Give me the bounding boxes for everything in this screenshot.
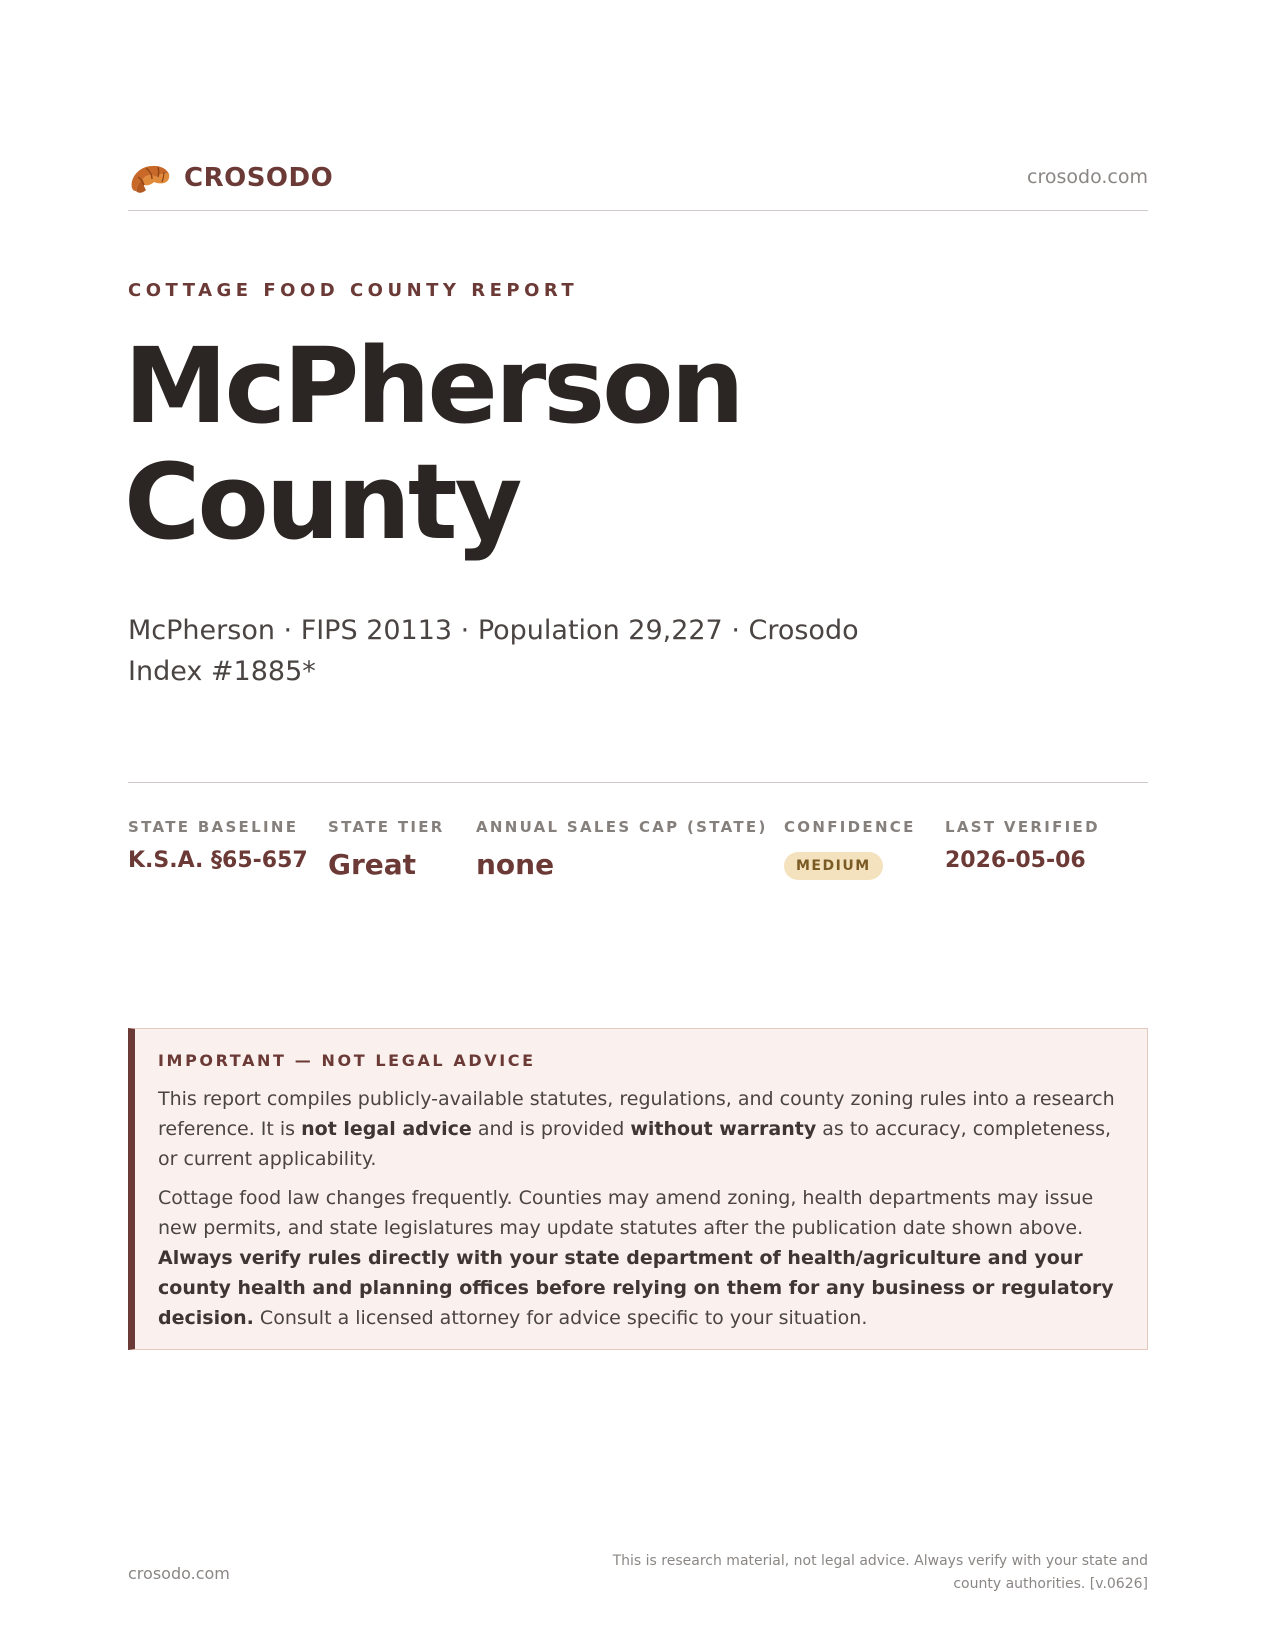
title-line-2: County bbox=[124, 441, 520, 563]
footer-site-url[interactable]: crosodo.com bbox=[128, 1564, 230, 1583]
fact-value: K.S.A. §65-657 bbox=[128, 848, 308, 873]
fact-label: STATE BASELINE bbox=[128, 818, 299, 836]
notice-text: and is provided bbox=[471, 1118, 631, 1140]
fact-label: ANNUAL SALES CAP (STATE) bbox=[476, 818, 768, 836]
page-title bbox=[124, 325, 1124, 563]
notice-text: This report compiles publicly-available statutes, regulations, and county zoning rules into a research reference. It is bbox=[158, 1088, 1115, 1140]
fact-value: none bbox=[476, 848, 555, 881]
fact-state-baseline bbox=[128, 818, 308, 873]
fact-confidence bbox=[784, 818, 916, 880]
report-eyebrow: COTTAGE FOOD COUNTY REPORT bbox=[128, 280, 579, 301]
title-line-1: McPherson bbox=[124, 325, 742, 447]
notice-heading: IMPORTANT — NOT LEGAL ADVICE bbox=[158, 1051, 536, 1070]
fact-state-tier bbox=[328, 818, 445, 881]
notice-emphasis: Always verify rules directly with your state department of health/agriculture and your county health and planning offices before relying on them for any business or regulatory decision. bbox=[158, 1247, 1114, 1329]
site-url[interactable]: crosodo.com bbox=[1027, 166, 1148, 188]
legal-notice bbox=[128, 1028, 1148, 1350]
fact-sales-cap bbox=[476, 818, 768, 881]
notice-text: Cottage food law changes frequently. Counties may amend zoning, health departments may issue new permits, and state legislatures may update statutes after the publication date shown above. bbox=[158, 1187, 1094, 1239]
facts-divider bbox=[128, 782, 1148, 783]
fact-label: CONFIDENCE bbox=[784, 818, 916, 836]
brand bbox=[128, 158, 333, 198]
notice-emphasis: without warranty bbox=[630, 1118, 817, 1140]
fact-label: LAST VERIFIED bbox=[945, 818, 1100, 836]
notice-paragraph-2 bbox=[158, 1183, 1123, 1333]
notice-paragraph-1 bbox=[158, 1084, 1123, 1174]
report-page bbox=[124, 0, 1148, 1650]
fact-value: 2026-05-06 bbox=[945, 848, 1086, 873]
notice-text: as to accuracy, completeness, or current applicability. bbox=[158, 1118, 1112, 1170]
fact-label: STATE TIER bbox=[328, 818, 445, 836]
fact-value: Great bbox=[328, 848, 417, 881]
report-subtitle: McPherson · FIPS 20113 · Population 29,227 · Crosodo Index #1885* bbox=[128, 615, 859, 687]
croissant-icon bbox=[128, 158, 172, 198]
notice-emphasis: not legal advice bbox=[301, 1118, 472, 1140]
fact-last-verified bbox=[945, 818, 1100, 873]
brand-name: CROSODO bbox=[184, 163, 334, 193]
confidence-badge: MEDIUM bbox=[784, 852, 883, 880]
page-header bbox=[128, 158, 1148, 211]
notice-text: Consult a licensed attorney for advice specific to your situation. bbox=[253, 1307, 868, 1329]
footer-disclaimer: This is research material, not legal advice. Always verify with your state and county authorities. [v.0626] bbox=[612, 1553, 1148, 1592]
